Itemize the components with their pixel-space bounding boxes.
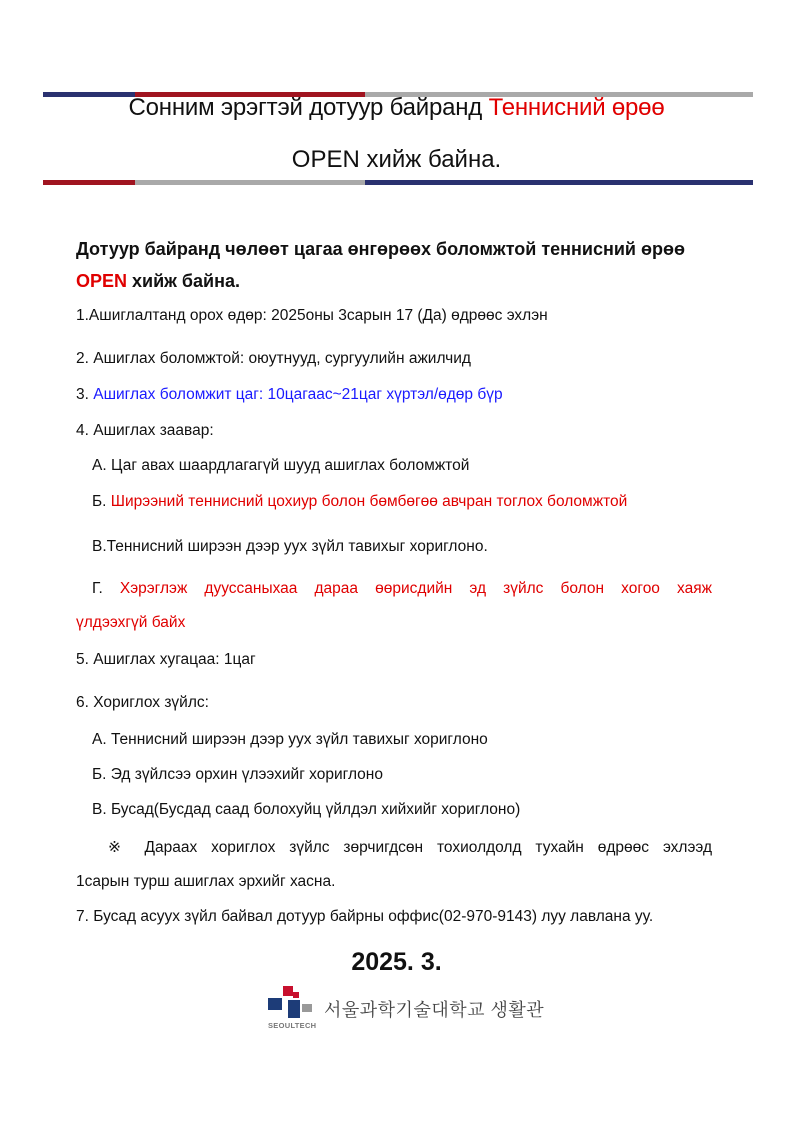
- title-highlight: Теннисний өрөө: [488, 94, 665, 121]
- item-eligible-users: 2. Ашиглах боломжтой: оюутнууд, сургуулийн ажилчид: [76, 350, 471, 367]
- item-contact: 7. Бусад асуух зүйл байвал дотуур байрны оффис(02-970-9143) луу лавлана уу.: [76, 908, 654, 925]
- instruction-b-number: Б.: [92, 493, 111, 510]
- intro-paragraph: [76, 233, 718, 297]
- instruction-g: [92, 580, 712, 598]
- page-title-line1: [0, 94, 793, 122]
- item3-text: Ашиглах боломжит цаг: 10цагаас~21цаг хүртэл/өдөр бүр: [93, 386, 503, 403]
- item-prohibited: 6. Хориглох зүйлс:: [76, 694, 209, 711]
- logo-name: 서울과학기술대학교 생활관: [324, 1000, 545, 1020]
- penalty-note-line1: ※ Дараах хориглох зүйлс зөрчигдсөн тохиолдолд тухайн өдрөөс эхлээд: [108, 839, 712, 856]
- intro-text: Дотуур байранд чөлөөт цагаа өнгөрөөх боломжтой теннисний өрөө: [76, 239, 685, 259]
- penalty-note-line2: 1сарын турш ашиглах эрхийг хасна.: [76, 873, 336, 890]
- issue-date: 2025. 3.: [351, 948, 442, 976]
- intro-open: OPEN: [76, 271, 128, 291]
- bottom-bar-navy: [365, 180, 753, 185]
- bottom-bar-gray: [135, 180, 365, 185]
- logo-caption: SEOULTECH: [268, 1021, 317, 1030]
- prohibited-v: В. Бусад(Бусдад саад болохуйц үйлдэл хийхийг хориглоно): [92, 801, 521, 818]
- instruction-b: [92, 493, 627, 511]
- prohibited-b: Б. Эд зүйлсээ орхин үлээхийг хориглоно: [92, 766, 383, 783]
- instruction-g-number: Г.: [92, 580, 120, 597]
- instruction-g-continued: үлдээхгүй байх: [76, 614, 186, 631]
- page-title-line2: OPEN хийж байна.: [291, 146, 502, 173]
- university-logo: [266, 986, 546, 1034]
- item-duration: 5. Ашиглах хугацаа: 1цаг: [76, 651, 256, 668]
- item-available-hours: [76, 386, 503, 404]
- instruction-b-text: Ширээний теннисний цохиур болон бөмбөгөө авчран тоглох боломжтой: [110, 493, 628, 510]
- item-start-date: 1.Ашиглалтанд орох өдөр: 2025оны 3сарын 17 (Да) өдрөөс эхлэн: [76, 307, 548, 324]
- item-instructions: 4. Ашиглах заавар:: [76, 422, 214, 439]
- instruction-a: А. Цаг авах шаардлагагүй шууд ашиглах боломжтой: [92, 457, 470, 474]
- seoultech-logo-icon: [266, 986, 316, 1020]
- bottom-bar-red: [43, 180, 135, 185]
- intro-end: хийж байна.: [127, 271, 240, 291]
- title-main: Сонним эрэгтэй дотуур байранд: [128, 94, 489, 121]
- instruction-g-text: Хэрэглэж дууссаныхаа дараа өөрисдийн эд зүйлс болон хогоо хаяж: [119, 580, 712, 597]
- item3-number: 3.: [76, 386, 94, 403]
- prohibited-a: А. Теннисний ширээн дээр уух зүйл тавихыг хориглоно: [92, 731, 488, 748]
- instruction-v: В.Теннисний ширээн дээр уух зүйл тавихыг хориглоно.: [92, 538, 488, 555]
